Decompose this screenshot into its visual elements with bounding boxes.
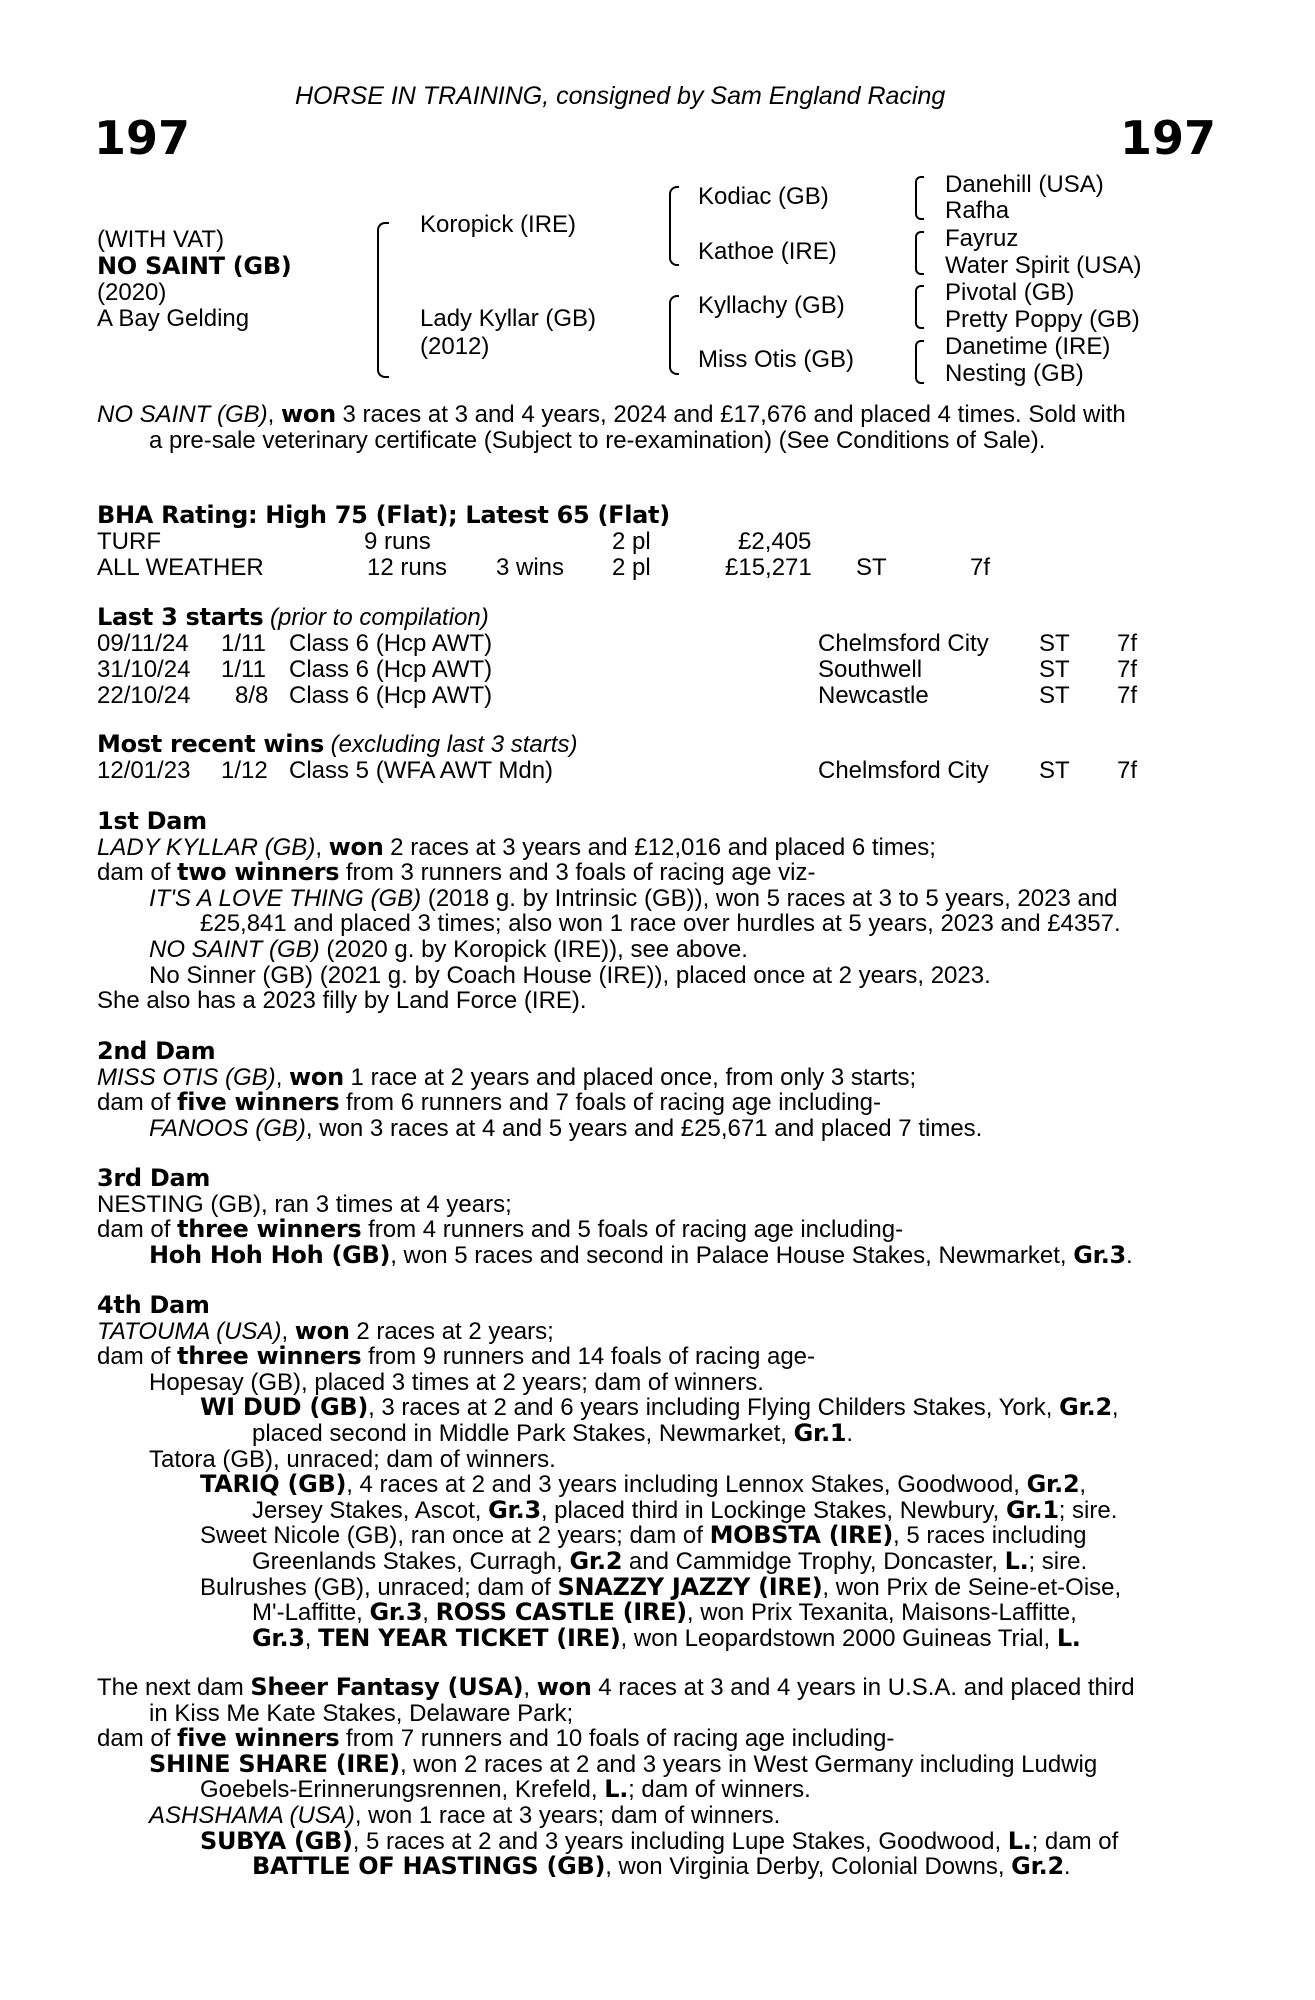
pedigree-brace-main bbox=[377, 222, 389, 378]
horse-summary: NO SAINT (GB), won 3 races at 3 and 4 years, 2024 and £17,676 and placed 4 times. Sold with a pre-sale veterinary certificate (Subject to re-examination) (See Conditions of Sale). bbox=[97, 402, 1207, 453]
pedigree-dam-year: (2012) bbox=[420, 333, 490, 360]
bha-runs: 9 runs bbox=[364, 528, 431, 555]
pedigree-sire-dam: Kathoe (IRE) bbox=[698, 238, 837, 265]
bha-section bbox=[97, 503, 1207, 529]
summary-line1: 3 races at 3 and 4 years, 2024 and £17,676 and placed 4 times. Sold with bbox=[335, 401, 1126, 428]
next-dam-section: The next dam Sheer Fantasy (USA), won 4 races at 3 and 4 years in U.S.A. and placed third in Kiss Me Kate Stakes, Delaware Park; dam of five winners from 7 runners and 10 foals of racing age including- SHINE SHARE (IRE), won 2 races at 2 and 3 years in West Germany including Ludwig Goebels-Erinnerungsrennen, Krefeld, L.; dam of winners. ASHSHAMA (USA), won 1 race at 3 years; dam of winners. SUBYA (GB), 5 races at 2 and 3 years including Lupe Stakes, Goodwood, L.; dam of BATTLE OF HASTINGS (GB), won Virginia Derby, Colonial Downs, Gr.2. bbox=[97, 1673, 1135, 1881]
pedigree-dam-sire: Kyllachy (GB) bbox=[698, 292, 845, 319]
bha-placed: 2 pl bbox=[612, 554, 651, 581]
third-dam-section: 3rd Dam NESTING (GB), ran 3 times at 4 years; dam of three winners from 4 runners and 5 foals of racing age including- Hoh Hoh Hoh (GB), won 5 races and second in Palace House Stakes, Newmarket, Gr.3. bbox=[97, 1166, 1207, 1268]
pedigree-sire-sire: Kodiac (GB) bbox=[698, 183, 829, 210]
pedigree-g1: Danehill (USA) bbox=[945, 171, 1104, 198]
bha-surface: ALL WEATHER bbox=[97, 554, 264, 581]
horse-name: NO SAINT (GB) bbox=[97, 252, 292, 280]
bha-wins: 3 wins bbox=[496, 554, 565, 581]
bha-distance: 7f bbox=[970, 554, 991, 581]
summary-line2: a pre-sale veterinary certificate (Subject to re-examination) (See Conditions of Sale). bbox=[149, 426, 1046, 454]
fourth-dam-section: 4th Dam TATOUMA (USA), won 2 races at 2 years; dam of three winners from 9 runners and 14 foals of racing age- Hopesay (GB), placed 3 times at 2 years; dam of winners. WI DUD (GB), 3 races at 2 and 6 years including Flying Childers Stakes, York, Gr.2, placed second in Middle Park Stakes, Newmarket, Gr.1. Tatora (GB), unraced; dam of winners. TARIQ (GB), 4 races at 2 and 3 years including Lennox Stakes, Goodwood, Gr.2, Jersey Stakes, Ascot, Gr.3, placed third in Lockinge Stakes, Newbury, Gr.1; sire. Sweet Nicole (GB), ran once at 2 years; dam of MOBSTA (IRE), 5 races including Greenlands Stakes, Curragh, Gr.2 and Cammidge Trophy, Doncaster, L.; sire. Bulrushes (GB), unraced; dam of SNAZZY JAZZY (IRE), won Prix de Seine-et-Oise, M'-Laffitte, Gr.3, ROSS CASTLE (IRE), won Prix Texanita, Maisons-Laffitte, Gr.3, TEN YEAR TICKET (IRE), won Leopardstown 2000 Guineas Trial, L. bbox=[97, 1293, 1207, 1651]
first-dam-section: 1st Dam LADY KYLLAR (GB), won 2 races at 3 years and £12,016 and placed 6 times; dam of two winners from 3 runners and 3 foals of racing age viz- IT'S A LOVE THING (GB) (2018 g. by Intrinsic (GB)), won 5 races at 3 to 5 years, 2023 and £25,841 and placed 3 times; also won 1 race over hurdles at 5 years, 2023 and £4357. NO SAINT (GB) (2020 g. by Koropick (IRE)), see above. No Sinner (GB) (2021 g. by Coach House (IRE)), placed once at 2 years, 2023. She also has a 2023 filly by Land Force (IRE). bbox=[97, 809, 1207, 1014]
pedigree-dam-dam: Miss Otis (GB) bbox=[698, 346, 854, 373]
bha-runs: 12 runs bbox=[367, 554, 448, 581]
pedigree-sire: Koropick (IRE) bbox=[420, 211, 577, 238]
pedigree-brace-dam bbox=[669, 295, 679, 375]
vat-status: (WITH VAT) bbox=[97, 226, 225, 253]
horse-description: A Bay Gelding bbox=[97, 305, 250, 332]
summary-horse-name: NO SAINT (GB) bbox=[97, 401, 268, 428]
pedigree-dam: Lady Kyllar (GB) bbox=[420, 305, 597, 332]
pedigree-brace-g2 bbox=[915, 231, 924, 275]
pedigree-brace-g4 bbox=[915, 340, 924, 384]
bha-prize: £2,405 bbox=[738, 528, 812, 555]
pedigree-brace-sire bbox=[669, 186, 679, 266]
second-dam-section: 2nd Dam MISS OTIS (GB), won 1 race at 2 years and placed once, from only 3 starts; dam of five winners from 6 runners and 7 foals of racing age including- FANOOS (GB), won 3 races at 4 and 5 years and £25,671 and placed 7 times. bbox=[97, 1039, 1207, 1141]
pedigree-brace-g1 bbox=[915, 176, 924, 220]
catalogue-header: HORSE IN TRAINING, consigned by Sam England Racing bbox=[295, 82, 946, 110]
bha-surface: TURF bbox=[97, 528, 161, 555]
pedigree-brace-g3 bbox=[915, 285, 924, 329]
third-dam-heading: 3rd Dam bbox=[97, 1164, 211, 1192]
horse-year: (2020) bbox=[97, 279, 167, 306]
lot-number-right: 197 bbox=[1120, 111, 1217, 165]
pedigree-g2: Rafha bbox=[945, 197, 1010, 224]
first-dam-heading: 1st Dam bbox=[97, 807, 207, 835]
last3-heading: Last 3 starts (prior to compilation) bbox=[97, 603, 489, 631]
pedigree-g3: Fayruz bbox=[945, 225, 1019, 252]
pedigree-g5: Pivotal (GB) bbox=[945, 279, 1075, 306]
pedigree-g7: Danetime (IRE) bbox=[945, 333, 1111, 360]
summary-won: won bbox=[281, 400, 336, 428]
bha-placed: 2 pl bbox=[612, 528, 651, 555]
fourth-dam-heading: 4th Dam bbox=[97, 1291, 210, 1319]
pedigree-g4: Water Spirit (USA) bbox=[945, 252, 1142, 279]
bha-going: ST bbox=[856, 554, 887, 581]
second-dam-heading: 2nd Dam bbox=[97, 1037, 216, 1065]
pedigree-g6: Pretty Poppy (GB) bbox=[945, 306, 1140, 333]
bha-prize: £15,271 bbox=[725, 554, 812, 581]
lot-number-left: 197 bbox=[94, 111, 191, 165]
recent-wins-heading: Most recent wins (excluding last 3 starts) bbox=[97, 730, 578, 758]
bha-heading: BHA Rating: High 75 (Flat); Latest 65 (Flat) bbox=[97, 501, 670, 529]
pedigree-g8: Nesting (GB) bbox=[945, 360, 1084, 387]
